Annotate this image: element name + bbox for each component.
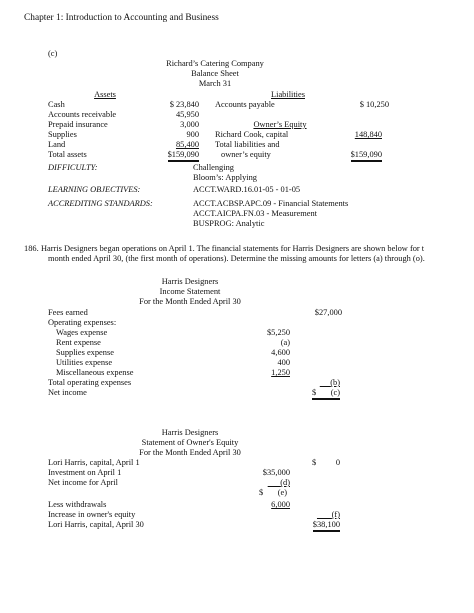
asset-amount: 45,950: [175, 110, 199, 119]
assets-heading: Assets: [94, 90, 116, 99]
capital-begin-amount: 0: [335, 458, 340, 467]
is-title-statement: Income Statement: [159, 287, 221, 296]
meta-value: Bloom’s: Applying: [193, 173, 257, 182]
subtotal-amount: (e): [277, 488, 287, 497]
meta-value: Challenging: [193, 163, 234, 172]
total-assets-label: Total assets: [48, 150, 87, 159]
liability-label: Accounts payable: [215, 100, 275, 109]
oe-title-statement: Statement of Owner's Equity: [141, 438, 239, 447]
total-opex-amount: (b): [330, 378, 340, 387]
increase-amount: (f): [331, 510, 340, 519]
bs-title-statement: Balance Sheet: [191, 69, 239, 78]
oe-title-company: Harris Designers: [161, 428, 219, 437]
opex-heading: Operating expenses:: [48, 318, 117, 327]
asset-amount: $ 23,840: [169, 100, 199, 109]
oe-title-period: For the Month Ended April 30: [139, 448, 241, 457]
net-income-label: Net income: [48, 388, 87, 397]
expense-label: Rent expense: [56, 338, 101, 347]
capital-end-label: Lori Harris, capital, April 30: [48, 520, 144, 529]
net-income-amount: $ (c): [312, 389, 340, 400]
meta-label-standards: ACCREDITING STANDARDS:: [48, 199, 153, 208]
fees-earned-amount: $27,000: [314, 308, 342, 317]
equity-label: owner’s equity: [221, 150, 271, 159]
meta-value: ACCT.AICPA.FN.03 - Measurement: [193, 209, 317, 218]
asset-amount: 3,000: [180, 120, 199, 129]
equity-label: Total liabilities and: [215, 140, 280, 149]
total-liabilities-equity-amount: $159,090: [340, 151, 382, 159]
expense-label: Wages expense: [56, 328, 108, 337]
expense-amount: $5,250: [266, 328, 290, 337]
equity-amount: 148,840: [354, 130, 382, 139]
equity-label: Richard Cook, capital: [215, 130, 289, 139]
investment-amount: $35,000: [262, 468, 290, 477]
chapter-title: Chapter 1: Introduction to Accounting and Business: [24, 13, 219, 23]
asset-label: Cash: [48, 100, 65, 109]
total-assets-amount: $159,090: [150, 151, 199, 159]
equity-heading: Owner’s Equity: [253, 120, 307, 129]
net-income-april-label: Net income for April: [48, 478, 119, 487]
expense-amount: 4,600: [271, 348, 290, 357]
asset-amount: 85,400: [175, 140, 199, 149]
meta-label-difficulty: DIFFICULTY:: [48, 163, 98, 172]
expense-amount: 1,250: [271, 368, 290, 377]
capital-end-amount: $38,100: [300, 521, 340, 529]
problem-text-line1: Harris Designers began operations on April 1. The financial statements for Harris Designers are shown below for t: [41, 245, 425, 253]
asset-label: Prepaid insurance: [48, 120, 108, 129]
net-income-april-amount: (d): [280, 478, 290, 487]
increase-label: Increase in owner's equity: [48, 510, 136, 519]
is-title-company: Harris Designers: [161, 277, 219, 286]
withdrawals-label: Less withdrawals: [48, 500, 107, 509]
bs-title-company: Richard’s Catering Company: [166, 59, 264, 68]
meta-value: ACCT.WARD.16.01-05 - 01-05: [193, 185, 301, 194]
meta-value: ACCT.ACBSP.APC.09 - Financial Statements: [193, 199, 349, 208]
meta-value: BUSPROG: Analytic: [193, 219, 265, 228]
liabilities-heading: Liabilities: [271, 90, 305, 99]
asset-label: Accounts receivable: [48, 110, 117, 119]
expense-label: Supplies expense: [56, 348, 114, 357]
is-title-period: For the Month Ended April 30: [139, 297, 241, 306]
problem-number: 186.: [24, 244, 39, 253]
meta-label-objectives: LEARNING OBJECTIVES:: [48, 185, 141, 194]
subtotal-dollar: $: [259, 488, 264, 497]
capital-begin-dollar: $: [312, 458, 317, 467]
total-opex-label: Total operating expenses: [48, 378, 132, 387]
expense-amount: 400: [277, 358, 290, 367]
expense-label: Miscellaneous expense: [56, 368, 134, 377]
expense-amount: (a): [280, 338, 290, 347]
problem-text-line2: month ended April 30, (the first month of operations). Determine the missing amounts for letters (a) through (o).: [48, 254, 425, 263]
fees-earned-label: Fees earned: [48, 308, 88, 317]
bs-title-date: March 31: [198, 79, 232, 88]
part-label: (c): [48, 49, 58, 58]
asset-label: Supplies: [48, 130, 77, 139]
asset-amount: 900: [186, 130, 199, 139]
investment-label: Investment on April 1: [48, 468, 122, 477]
expense-label: Utilities expense: [56, 358, 113, 367]
liability-amount: $ 10,250: [359, 100, 389, 109]
capital-begin-label: Lori Harris, capital, April 1: [48, 458, 140, 467]
asset-label: Land: [48, 140, 66, 149]
withdrawals-amount: 6,000: [271, 500, 290, 509]
